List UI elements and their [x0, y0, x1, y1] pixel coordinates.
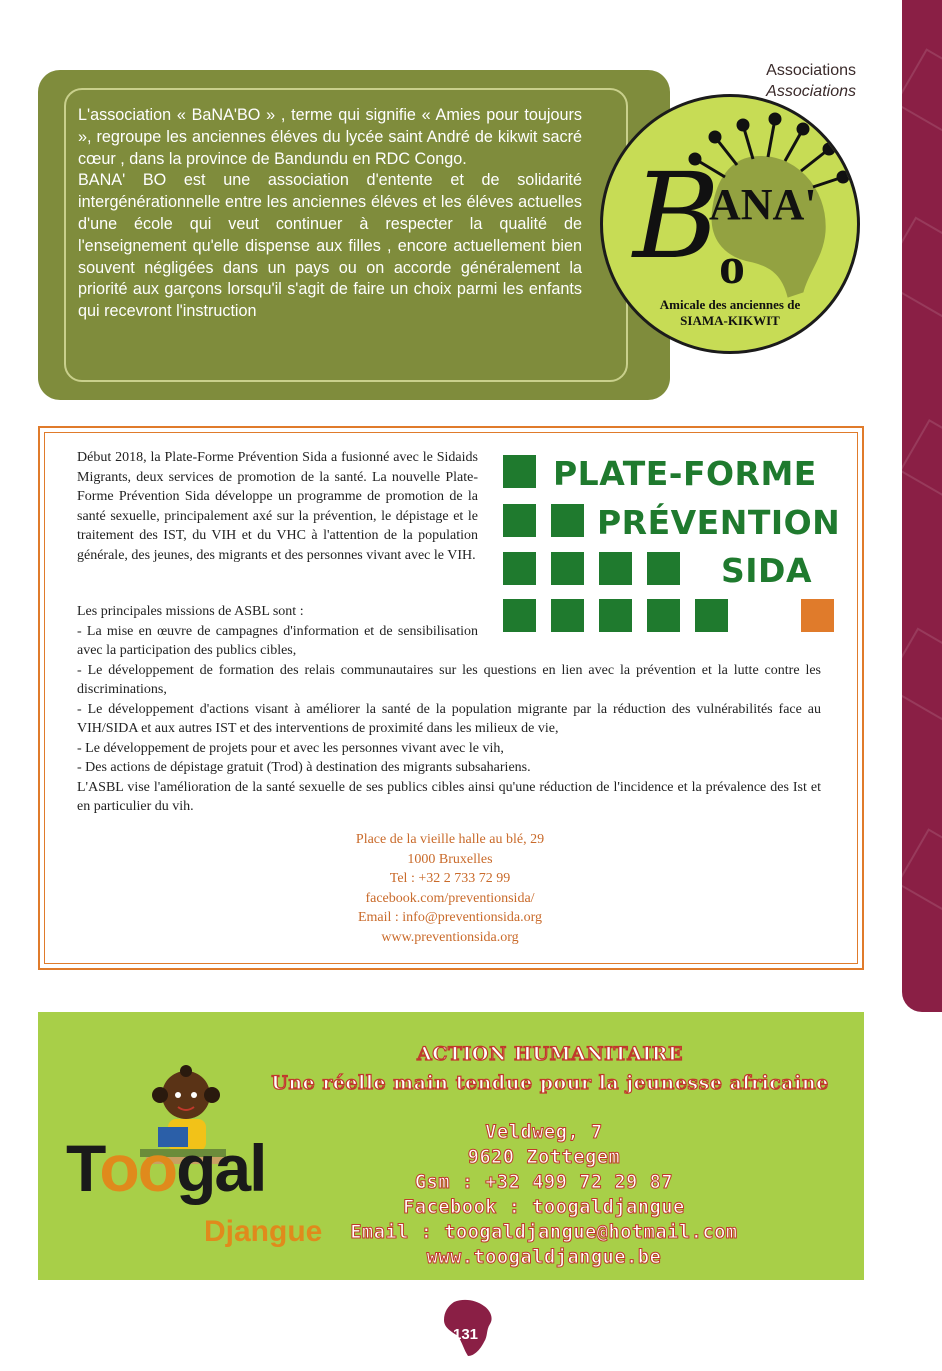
bana-paragraph-2: BANA' BO est une association d'entente et de solidarité intergénérationnelle entre les anciennes éléves et les éléves actuelles d'une école qui veut continuer à respecter la qualité de l'enseignement qu'elle dispense aux filles , encore actuellement bien souvent négligées dans un pays ou on accorde généralement la priorité aux garçons lorsqu'il s'agit de faire un choix parmi les enfants qui recevront l'instruction	[78, 171, 582, 321]
section-label-fr: Associations	[766, 62, 856, 79]
contact-website[interactable]: www.preventionsida.org	[381, 929, 519, 945]
wordmark-t: T	[66, 1131, 100, 1205]
mission-item: - Le développement d'actions visant à améliorer la santé de la population migrante par la réduction des vulnérabilités face au VIH/SIDA et aux autres IST et des interventions de proximité dans les milieux de vie,	[77, 701, 821, 736]
logo-letter-o: o	[719, 238, 745, 295]
logo-square	[647, 552, 680, 585]
toogal-street: Veldweg, 7	[485, 1122, 603, 1143]
bana-paragraph-1: L'association « BaNA'BO » , terme qui signifie « Amies pour toujours », regroupe les anciennes éléves du lycée saint André de kikwit sacré cœur , dans la province de Bandundu en RDC Congo.	[78, 106, 582, 168]
pfps-contact	[290, 830, 610, 947]
toogal-facebook[interactable]: Facebook : toogaldjangue	[403, 1197, 685, 1218]
logo-square	[503, 504, 536, 537]
contact-email[interactable]: Email : info@preventionsida.org	[357, 910, 543, 925]
contact-city: 1000 Bruxelles	[407, 851, 493, 867]
mission-item: - Le développement de projets pour et avec les personnes vivant avec le vih,	[77, 740, 504, 756]
toogal-heading-2: Une réelle main tendue pour la jeunesse africaine	[271, 1072, 829, 1094]
mission-item: - Des actions de dépistage gratuit (Trod) à destination des migrants subsahariens.	[77, 760, 531, 775]
logo-subtitle-1: Amicale des anciennes de	[659, 297, 801, 312]
logo-letters-ana: ANA'	[709, 180, 817, 229]
mission-item: - La mise en œuvre de campagnes d'information et de sensibilisation avec la participation des publics cibles,	[77, 623, 478, 658]
logo-line-1: PLATE-FORME	[553, 454, 817, 493]
toogal-website[interactable]: www.toogaldjangue.be	[426, 1247, 662, 1268]
contact-tel: Tel : +32 2 733 72 99	[389, 871, 511, 886]
logo-subtitle-2: SIAMA-KIKWIT	[680, 313, 780, 328]
pfps-intro: Début 2018, la Plate-Forme Prévention Sida a fusionné avec le Sidaids Migrants, deux services de promotion de la santé. La nouvelle Plate-Forme Prévention Sida développe un programme de promotion de la santé sexuelle, principalement axé sur la prévention, le dépistage et le traitement des IST, du VIH et du VHC à l'attention de la population générale, des jeunes, des migrants et des personnes vivant avec le VIH.	[77, 450, 478, 563]
logo-letter-b: B	[633, 147, 720, 285]
mission-item: - Le développement de formation des relais communautaires sur les questions en lien avec la prévention et la lutte contre les discriminations,	[77, 662, 821, 697]
logo-square	[551, 504, 584, 537]
logo-line-3: SIDA	[721, 551, 812, 590]
contact-facebook[interactable]: facebook.com/preventionsida/	[365, 890, 535, 906]
logo-line-2: PRÉVENTION	[597, 503, 841, 542]
toogal-email[interactable]: Email : toogaldjangue@hotmail.com	[350, 1222, 738, 1243]
page-number: 131	[453, 1326, 479, 1343]
page-number-badge	[440, 1298, 496, 1358]
toogal-city: 9620 Zottegem	[467, 1147, 621, 1168]
logo-square	[503, 455, 536, 488]
missions-title: Les principales missions de ASBL sont :	[77, 604, 304, 619]
logo-square	[599, 552, 632, 585]
pfps-conclusion: L'ASBL vise l'amélioration de la santé sexuelle de ses publics cibles ainsi qu'une réduction de l'incidence et la prévalence des Ist et en particulier du vih.	[77, 779, 821, 814]
section-label	[766, 60, 856, 102]
toogal-heading-1: ACTION HUMANITAIRE	[417, 1043, 683, 1065]
bana-description	[78, 105, 582, 323]
logo-square	[551, 552, 584, 585]
toogal-gsm: Gsm : +32 499 72 29 87	[414, 1172, 674, 1193]
side-tab-decoration	[902, 0, 942, 1012]
logo-square	[503, 552, 536, 585]
bana-bo-logo	[600, 94, 860, 354]
section-label-it: Associations	[766, 83, 856, 100]
wordmark-gal: gal	[176, 1131, 266, 1205]
pfps-missions	[77, 602, 821, 817]
wordmark-oo: oo	[99, 1131, 177, 1205]
contact-address: Place de la vieille halle au blé, 29	[355, 832, 545, 847]
wordmark-djangue: Djangue	[204, 1215, 323, 1248]
